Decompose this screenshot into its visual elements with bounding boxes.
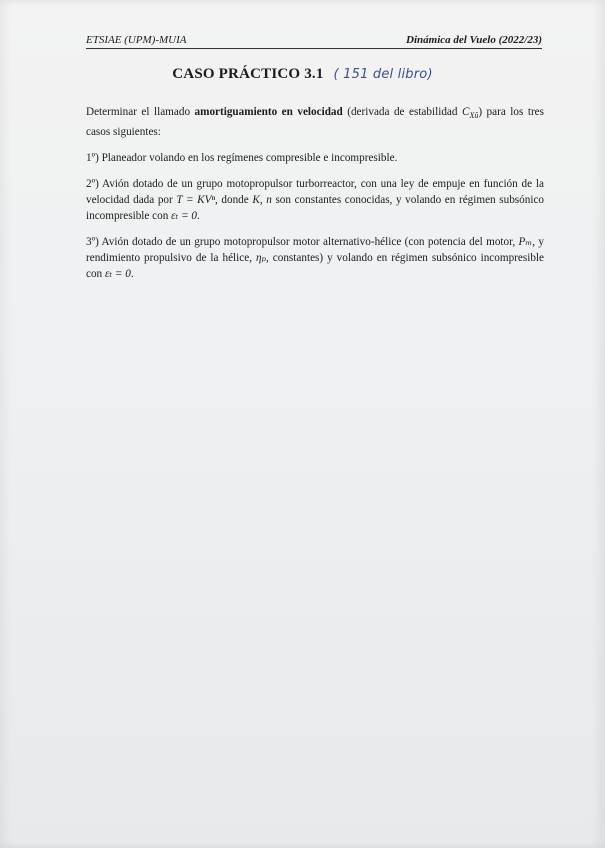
header-institution: ETSIAE (UPM)-MUIA [86, 34, 187, 46]
item-2: 2º) Avión dotado de un grupo motopropulsor turborreactor, con una ley de empuje en función de la velocidad dada por T = KVⁿ, donde K, n son constantes conocidas, y volando en régimen subsónico incompresible con εₜ = 0. [86, 178, 545, 223]
handwritten-note: ( 151 del libro) [333, 67, 433, 82]
item-1: 1º) Planeador volando en los regímenes compresible e incompresible. [86, 152, 398, 165]
intro-paragraph: Determinar el llamado amortiguamiento en velocidad (derivada de estabilidad $C_{Xû}$) para los tres casos siguientes: [86, 106, 544, 139]
item-3: 3º) Avión dotado de un grupo motopropulsor motor alternativo-hélice (con potencia del motor, Pₘ, y rendimiento propulsivo de la hélice, ηₚ, constantes) y volando en régimen subsónico incompresible con εₜ = 0. [86, 236, 544, 281]
stability-derivative-symbol: $C_{Xû}$ [461, 106, 479, 121]
header-course: Dinámica del Vuelo (2022/23) [406, 34, 542, 46]
motor-power-symbol: Pₘ [518, 236, 533, 249]
condition: εₜ = 0 [171, 210, 198, 223]
propulsive-efficiency-symbol: ηₚ [255, 252, 266, 265]
document-body [86, 104, 544, 292]
constants: K, n [252, 194, 272, 207]
page-header [86, 34, 542, 49]
bold-term: amortiguamiento en velocidad [194, 106, 343, 118]
title-text: CASO PRÁCTICO 3.1 [172, 66, 324, 82]
condition: εₜ = 0 [104, 268, 131, 281]
page-title [0, 66, 605, 83]
thrust-formula: T = KVⁿ [176, 194, 215, 207]
